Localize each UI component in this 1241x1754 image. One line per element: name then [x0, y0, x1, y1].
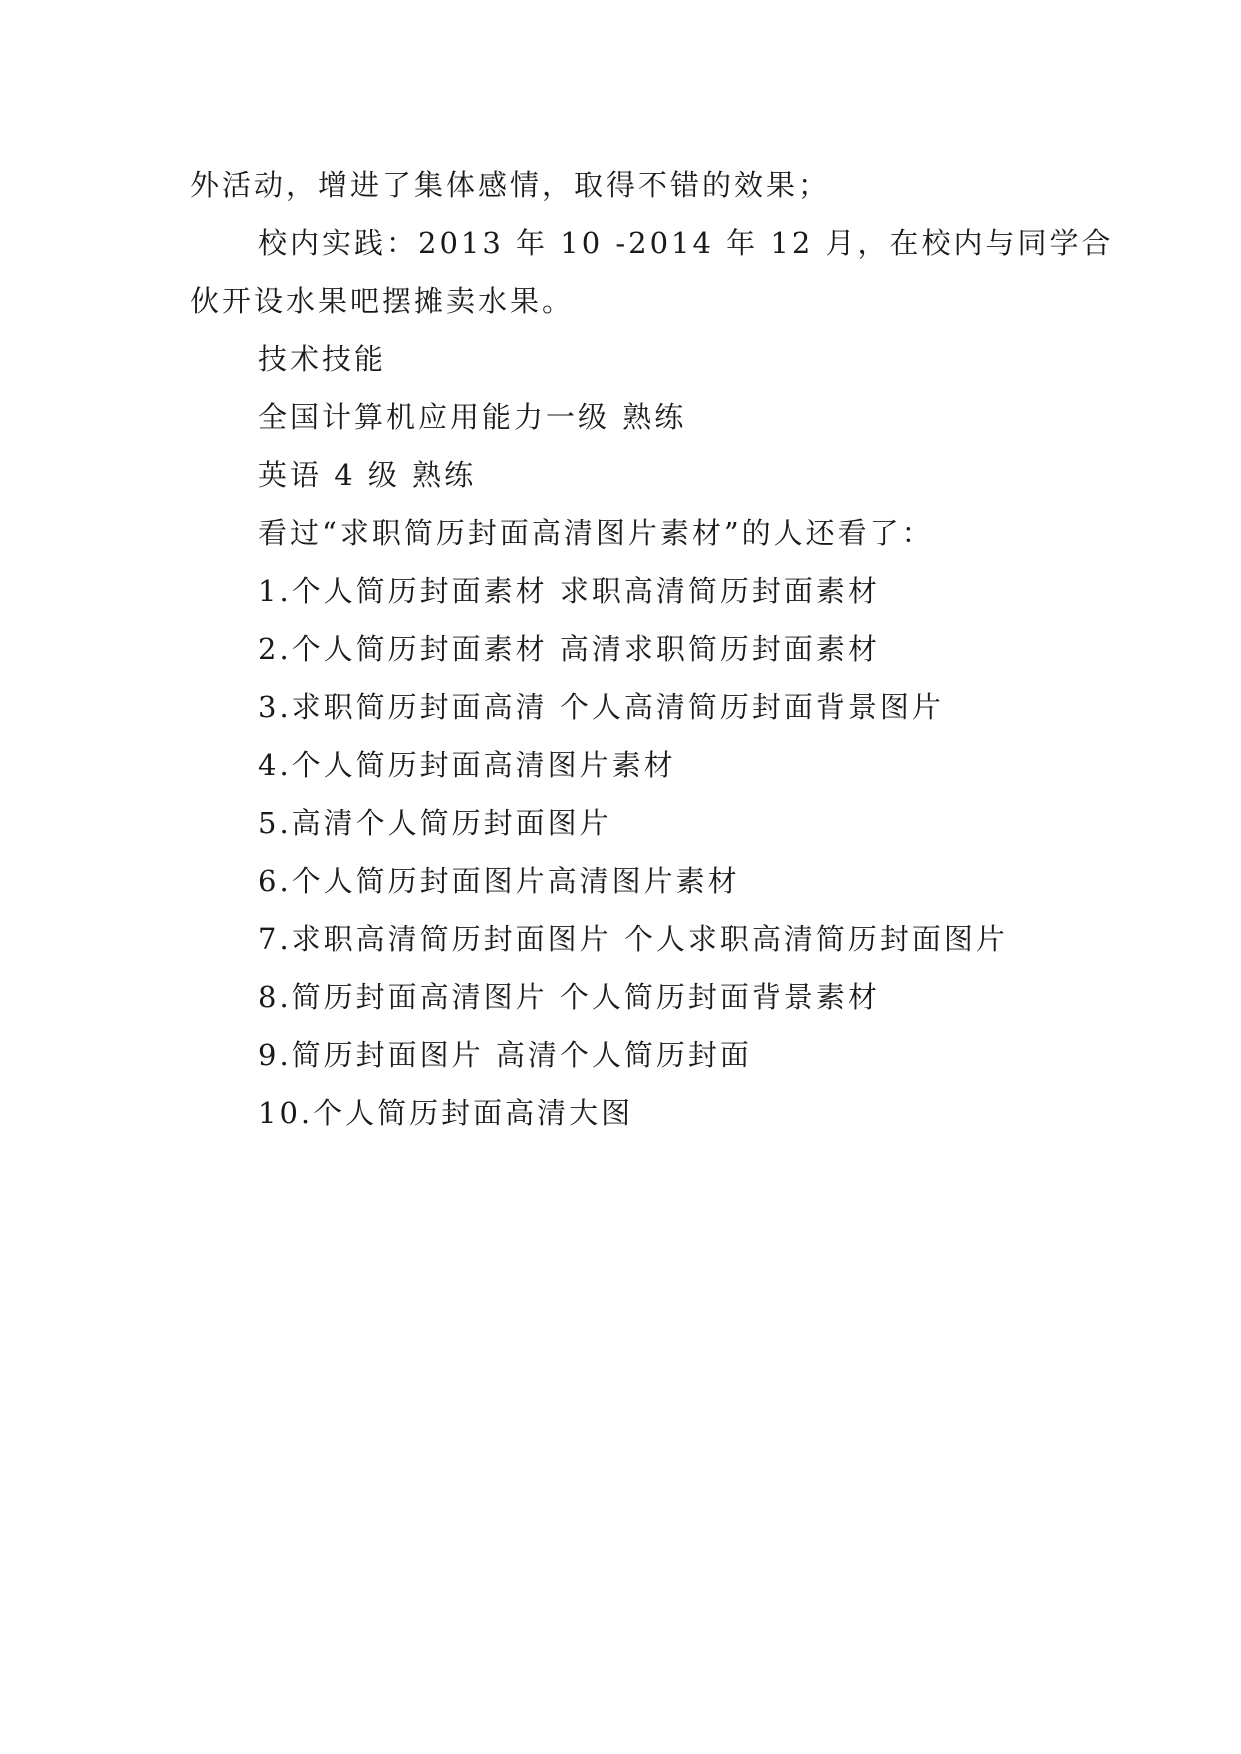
skill-computer: 全国计算机应用能力一级 熟练 [258, 400, 687, 434]
related-link-2[interactable]: 2.个人简历封面素材 高清求职简历封面素材 [258, 632, 880, 666]
related-link-7[interactable]: 7.求职高清简历封面图片 个人求职高清简历封面图片 [258, 922, 1008, 956]
related-link-6[interactable]: 6.个人简历封面图片高清图片素材 [258, 864, 740, 898]
related-link-9[interactable]: 9.简历封面图片 高清个人简历封面 [258, 1038, 752, 1072]
skills-heading: 技术技能 [258, 342, 387, 376]
campus-practice-continuation-line: 伙开设水果吧摆摊卖水果。 [190, 284, 575, 318]
related-link-5[interactable]: 5.高清个人简历封面图片 [258, 806, 612, 840]
skill-english: 英语 4 级 熟练 [258, 458, 477, 492]
document-body [190, 156, 1114, 1142]
related-link-1[interactable]: 1.个人简历封面素材 求职高清简历封面素材 [258, 574, 880, 608]
related-link-8[interactable]: 8.简历封面高清图片 个人简历封面背景素材 [258, 980, 880, 1014]
activity-continuation-line: 外活动，增进了集体感情，取得不错的效果； [190, 168, 831, 202]
campus-practice-line: 校内实践：2013 年 10 -2014 年 12 月，在校内与同学合 [258, 226, 1114, 260]
related-heading: 看过“求职简历封面高清图片素材”的人还看了： [258, 516, 934, 550]
related-link-3[interactable]: 3.求职简历封面高清 个人高清简历封面背景图片 [258, 690, 944, 724]
related-link-4[interactable]: 4.个人简历封面高清图片素材 [258, 748, 676, 782]
related-link-10[interactable]: 10.个人简历封面高清大图 [258, 1096, 634, 1130]
